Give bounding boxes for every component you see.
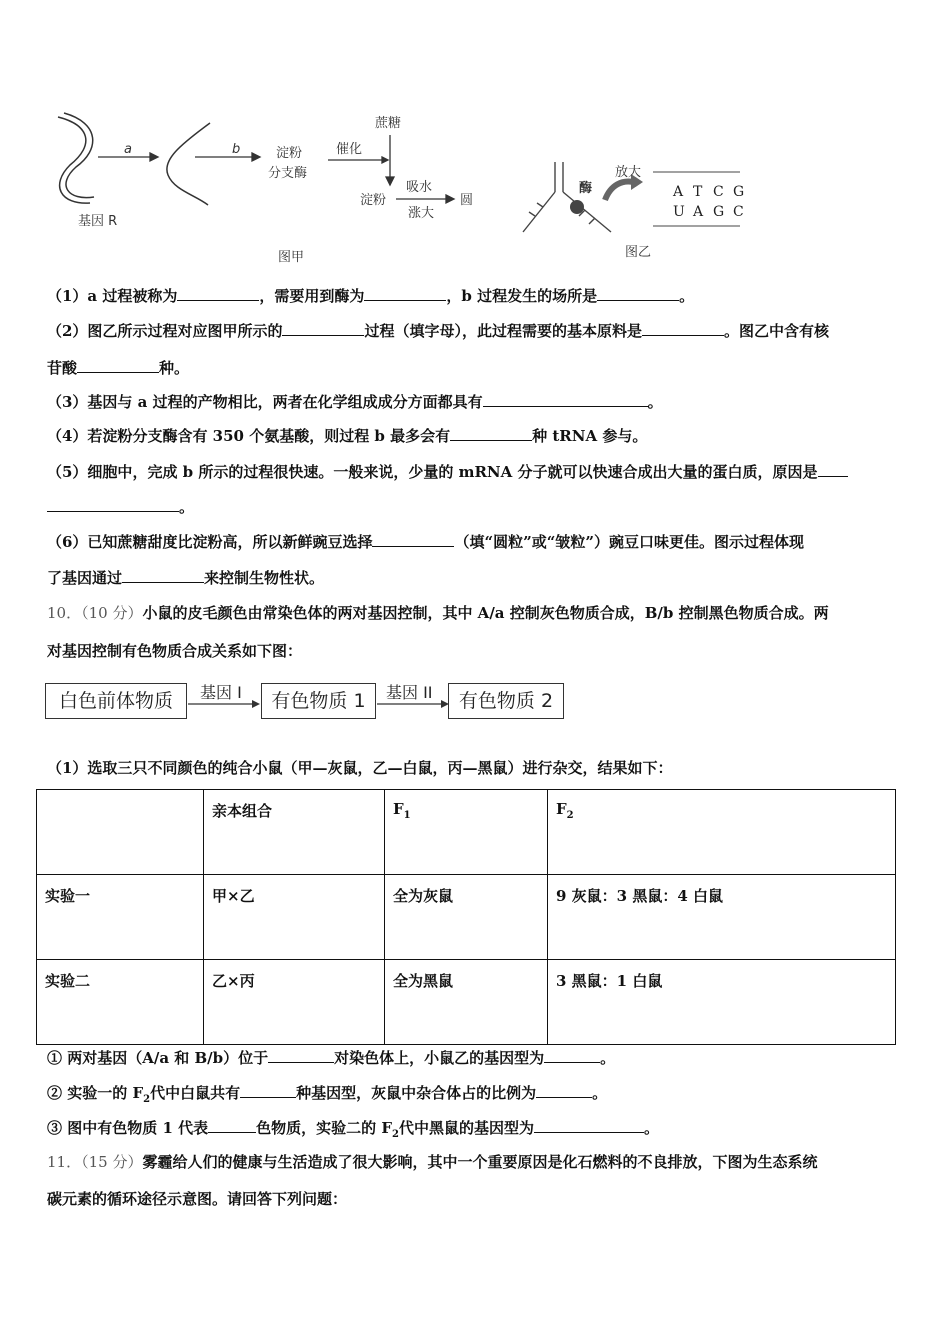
base-row2-3: G <box>713 204 725 220</box>
table-cell: 全为灰鼠 <box>385 875 548 960</box>
label-b: b <box>232 142 241 157</box>
q9-line2: （2）图乙所示过程对应图甲所示的 过程（填字母），此过程需要的基本原料是 。图乙中含有核 <box>47 322 829 340</box>
round-label: 圆 <box>460 193 474 208</box>
q10-c3: ③ 图中有色物质 1 代表 色物质，实验二的 $F_2$代中黑鼠的基因型为 。 <box>47 1119 659 1140</box>
q10-c1: ① 两对基因（A/a 和 B/b）位于 对染色体上，小鼠乙的基因型为 。 <box>47 1049 616 1067</box>
q9-line4: （3）基因与 a 过程的产物相比，两者在化学组成成分方面都具有 。 <box>47 393 663 411</box>
q10-p1: （1）选取三只不同颜色的纯合小鼠（甲—灰鼠，乙—白鼠，丙—黑鼠）进行杂交，结果如下： <box>47 759 673 777</box>
figure-yi <box>515 152 755 264</box>
base-row2-4: C <box>733 204 744 220</box>
enzyme-line1: 淀粉 <box>276 146 303 161</box>
table-cell: 全为黑鼠 <box>385 960 548 1045</box>
base-pairs <box>653 172 744 226</box>
q10-c2: ② 实验一的 $F_2$代中白鼠共有 种基因型，灰鼠中杂合体占的比例为 。 <box>47 1084 608 1105</box>
pathway-gene2-label: 基因 II <box>386 683 433 702</box>
gene-label: 基因 R <box>78 214 118 229</box>
enzyme-label: 酶 <box>579 181 593 196</box>
q9-line7: 。 <box>47 497 194 517</box>
catalysis-label: 催化 <box>336 142 363 157</box>
q9-line5: （4）若淀粉分支酶含有 350 个氨基酸，则过程 b 最多会有 种 tRNA 参与。 <box>47 427 648 445</box>
figure-jia <box>50 105 490 265</box>
base-row1-1: A <box>673 184 684 200</box>
starch-label: 淀粉 <box>360 193 387 208</box>
table-header-cell <box>37 790 204 875</box>
base-row1-4: G <box>733 184 745 200</box>
label-a: a <box>124 142 132 157</box>
mrna-icon <box>167 123 210 205</box>
table-cell: 乙×丙 <box>204 960 385 1045</box>
q9-line6: （5）细胞中，完成 b 所示的过程很快速。一般来说，少量的 mRNA 分子就可以快速合成出大量的蛋白质，原因是 <box>47 462 848 482</box>
table-row <box>37 960 896 1045</box>
ribosome-strand-icon <box>523 162 611 232</box>
q11-line1: 11．（15 分）雾霾给人们的健康与生活造成了很大影响，其中一个重要原因是化石燃料的不良排放，下图为生态系统 <box>47 1153 818 1171</box>
q9-line3: 苷酸 种。 <box>47 359 190 377</box>
absorb-water-label: 吸水 <box>406 180 433 195</box>
q10-line2: 对基因控制有色物质合成关系如下图： <box>47 642 303 660</box>
q11-line2: 碳元素的循环途径示意图。请回答下列问题： <box>47 1190 348 1208</box>
base-row1-2: T <box>693 184 703 200</box>
table-header-row <box>37 790 896 875</box>
table-header-cell: $F_1$ <box>385 790 548 875</box>
q10-line1: 10．（10 分）小鼠的皮毛颜色由常染色体的两对基因控制，其中 A/a 控制灰色物质合成，B/b 控制黑色物质合成。两 <box>47 604 829 622</box>
results-table <box>36 789 896 1045</box>
table-cell: 9 灰鼠：3 黑鼠：4 白鼠 <box>548 875 896 960</box>
q9-line1: （1）a 过程被称为 ，需要用到酶为 ，b 过程发生的场所是 。 <box>47 287 695 305</box>
base-row2-2: A <box>693 204 704 220</box>
base-row1-3: C <box>713 184 724 200</box>
figure-yi-caption: 图乙 <box>625 245 652 260</box>
table-cell: 实验二 <box>37 960 204 1045</box>
pathway-box-pigment2: 有色物质 2 <box>448 683 564 719</box>
swell-label: 涨大 <box>408 206 435 221</box>
gene-r-dna-icon <box>58 113 94 203</box>
table-cell: 甲×乙 <box>204 875 385 960</box>
magnify-label: 放大 <box>615 165 642 180</box>
table-header-cell: 亲本组合 <box>204 790 385 875</box>
table-header-cell: $F_2$ <box>548 790 896 875</box>
arrow-b <box>195 153 260 161</box>
pathway-gene1-label: 基因 I <box>200 683 242 702</box>
enzyme-line2: 分支酶 <box>268 166 308 181</box>
base-row2-1: U <box>673 204 685 220</box>
table-cell: 3 黑鼠：1 白鼠 <box>548 960 896 1045</box>
q9-line8: （6）已知蔗糖甜度比淀粉高，所以新鲜豌豆选择 （填“圆粒”或“皱粒”）豌豆口味更佳。图示过程体现 <box>47 533 804 551</box>
arrow-swell <box>396 195 454 203</box>
pathway-box-pigment1: 有色物质 1 <box>261 683 376 719</box>
q9-line9: 了基因通过 来控制生物性状。 <box>47 569 325 587</box>
pathway-box-precursor: 白色前体物质 <box>45 683 187 719</box>
figure-jia-caption: 图甲 <box>278 250 305 265</box>
table-cell: 实验一 <box>37 875 204 960</box>
table-row <box>37 875 896 960</box>
magnify-arrow-icon <box>605 182 633 200</box>
enzyme-icon <box>570 200 584 214</box>
sucrose-label: 蔗糖 <box>375 116 402 131</box>
